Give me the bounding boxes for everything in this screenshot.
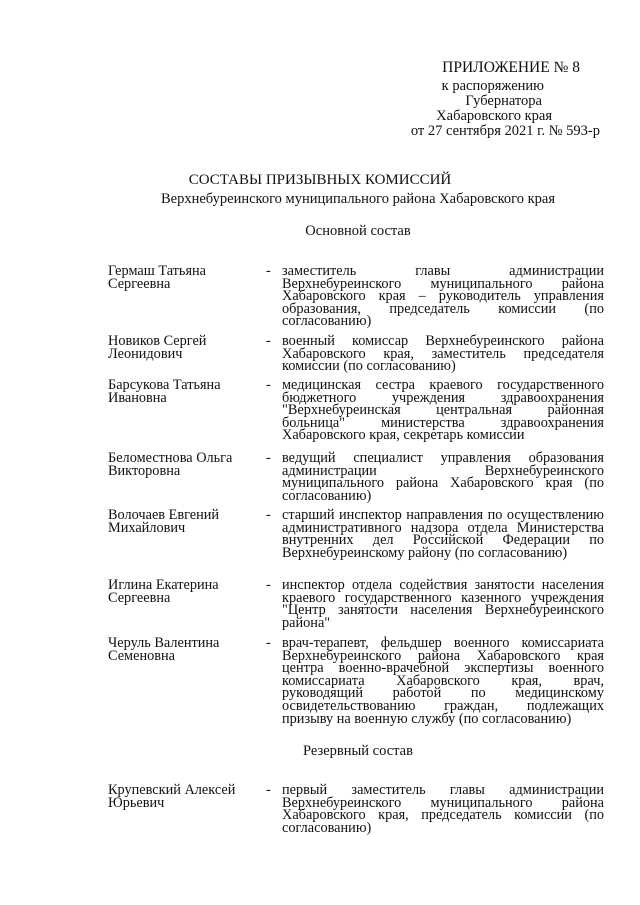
member-name: Новиков Сергей Леонидович — [108, 333, 207, 362]
member-description: медицинская сестра краевого государственного бюджетного учреждения здравоохранения "Верхнебуреинская центральная районная больница" министерства здравоохранения Хабаровского края, секретарь комиссии — [282, 377, 604, 444]
member-description: заместитель главы администрации Верхнебуреинского муниципального района Хабаровского края – руководитель управления образования, председатель комиссии (по согласованию) — [282, 263, 604, 330]
member-name: Беломестнова Ольга Викторовна — [108, 450, 233, 479]
member-description: военный комиссар Верхнебуреинского района Хабаровского края, заместитель председателя комиссии (по согласованию) — [282, 333, 604, 375]
appendix-line-4: от 27 сентября 2021 г. № 593-р — [410, 123, 600, 139]
member-name: Иглина Екатерина Сергеевна — [108, 577, 219, 606]
member-name: Черуль Валентина Семеновна — [108, 635, 220, 664]
section-main-heading: Основной состав — [305, 223, 411, 239]
member-description: врач-терапевт, фельдшер военного комиссариата Верхнебуреинского района Хабаровского края центра военно-врачебной экспертизы военного комиссариата Хабаровского края, врач, руководящий работой по медицинскому освидетельствованию граждан, подлежащих призыву на военную службу (по согласованию) — [282, 635, 604, 727]
member-description: старший инспектор направления по осуществлению административного надзора отдела Министерства внутренних дел Российской Федерации по Верхнебуреинскому району (по согласованию) — [282, 507, 604, 561]
member-name: Гермаш Татьяна Сергеевна — [108, 263, 207, 292]
member-dash: - — [266, 333, 271, 349]
member-description: первый заместитель главы администрации Верхнебуреинского муниципального района Хабаровского края, председатель комиссии (по согласованию) — [282, 782, 604, 836]
appendix-line-1: к распоряжению — [441, 78, 544, 94]
section-reserve-heading: Резервный состав — [303, 743, 413, 759]
member-name: Волочаев Евгений Михайлович — [108, 507, 220, 536]
member-description: ведущий специалист управления образования администрации Верхнебуреинского муниципального района Хабаровского края (по согласованию) — [282, 450, 604, 504]
document-title: СОСТАВЫ ПРИЗЫВНЫХ КОМИССИЙ — [188, 172, 452, 188]
appendix-line-3: Хабаровского края — [436, 108, 552, 124]
appendix-line-2: Губернатора — [465, 93, 542, 109]
member-dash: - — [266, 263, 271, 279]
member-name: Крупевский Алексей Юрьевич — [108, 782, 236, 811]
member-dash: - — [266, 377, 271, 393]
member-name: Барсукова Татьяна Ивановна — [108, 377, 221, 406]
member-description: инспектор отдела содействия занятости населения краевого государственного казенного учреждения "Центр занятости населения Верхнебуреинского района" — [282, 577, 604, 631]
appendix-header — [362, 60, 602, 139]
member-dash: - — [266, 507, 271, 523]
member-dash: - — [266, 635, 271, 651]
appendix-number: ПРИЛОЖЕНИЕ № 8 — [442, 59, 580, 76]
document-subtitle: Верхнебуреинского муниципального района Хабаровского края — [161, 191, 555, 207]
member-dash: - — [266, 782, 271, 798]
member-dash: - — [266, 577, 271, 593]
member-dash: - — [266, 450, 271, 466]
